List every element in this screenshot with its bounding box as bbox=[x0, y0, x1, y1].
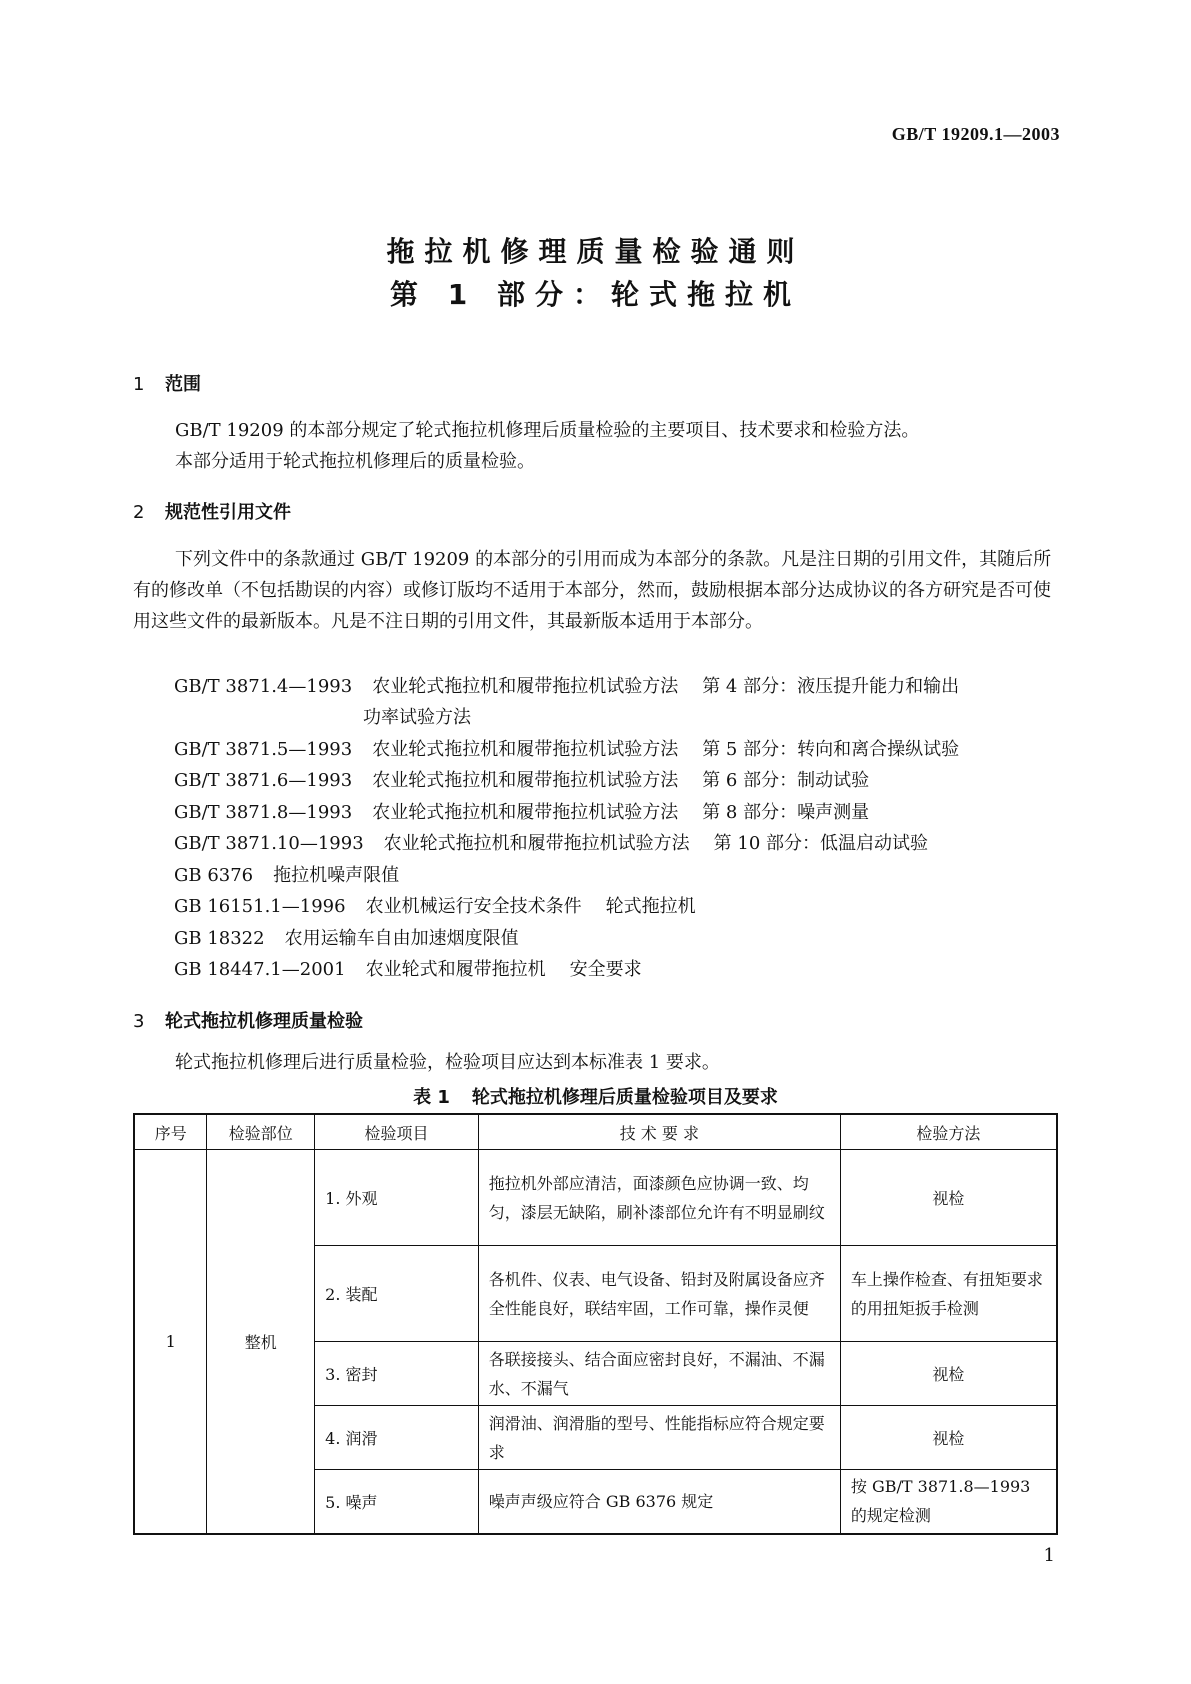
document-title: 拖拉机修理质量检验通则 bbox=[386, 235, 805, 268]
item-cell: 2. 装配 bbox=[315, 1246, 479, 1342]
reference-code: GB 18447.1—2001 bbox=[174, 959, 346, 980]
reference-item bbox=[174, 892, 696, 918]
requirement-cell: 各联接接头、结合面应密封良好，不漏油、不漏水、不漏气 bbox=[478, 1342, 840, 1406]
table-caption bbox=[0, 1083, 1191, 1109]
table-caption-title: 轮式拖拉机修理后质量检验项目及要求 bbox=[471, 1087, 778, 1108]
section-1-heading bbox=[133, 370, 201, 396]
requirement-cell: 拖拉机外部应清洁，面漆颜色应协调一致、均匀，漆层无缺陷，刷补漆部位允许有不明显刷纹 bbox=[478, 1150, 840, 1246]
reference-code: GB/T 3871.8—1993 bbox=[174, 802, 353, 823]
method-cell: 车上操作检查、有扭矩要求的用扭矩扳手检测 bbox=[840, 1246, 1057, 1342]
reference-title: 农业轮式拖拉机和履带拖拉机试验方法 bbox=[372, 770, 679, 791]
section-3-paragraph: 轮式拖拉机修理后进行质量检验，检验项目应达到本标准表 1 要求。 bbox=[175, 1052, 720, 1073]
method-cell: 视检 bbox=[840, 1342, 1057, 1406]
reference-code: GB/T 3871.5—1993 bbox=[174, 739, 353, 760]
reference-title: 农业机械运行安全技术条件 bbox=[365, 896, 582, 917]
page-number: 1 bbox=[1043, 1545, 1055, 1566]
standard-code: GB/T 19209.1—2003 bbox=[891, 124, 1060, 144]
column-header: 序号 bbox=[134, 1114, 207, 1150]
document-subtitle: 第 1 部分：轮式拖拉机 bbox=[390, 278, 801, 311]
part-cell: 整机 bbox=[207, 1150, 315, 1534]
reference-title: 农业轮式拖拉机和履带拖拉机试验方法 bbox=[383, 833, 690, 854]
reference-part: 第 10 部分：低温启动试验 bbox=[713, 833, 929, 854]
seq-cell: 1 bbox=[134, 1150, 207, 1534]
reference-title: 农业轮式拖拉机和履带拖拉机试验方法 bbox=[372, 739, 679, 760]
table-caption-label: 表 1 bbox=[413, 1087, 450, 1108]
requirement-cell: 润滑油、润滑脂的型号、性能指标应符合规定要求 bbox=[478, 1406, 840, 1470]
table-row bbox=[134, 1150, 1057, 1246]
reference-title: 农业轮式和履带拖拉机 bbox=[365, 959, 546, 980]
item-cell: 1. 外观 bbox=[315, 1150, 479, 1246]
reference-item bbox=[174, 766, 869, 792]
reference-part: 第 5 部分：转向和离合操纵试验 bbox=[702, 739, 960, 760]
reference-item bbox=[174, 735, 959, 761]
column-header: 技 术 要 求 bbox=[478, 1114, 840, 1150]
section-number: 3 bbox=[133, 1011, 145, 1032]
method-cell: 视检 bbox=[840, 1150, 1057, 1246]
reference-part: 第 6 部分：制动试验 bbox=[702, 770, 870, 791]
column-header: 检验项目 bbox=[315, 1114, 479, 1150]
inspection-table bbox=[133, 1113, 1058, 1535]
section-title: 规范性引用文件 bbox=[165, 502, 291, 523]
reference-part: 第 8 部分：噪声测量 bbox=[702, 802, 870, 823]
reference-item bbox=[174, 798, 869, 824]
reference-part: 安全要求 bbox=[569, 959, 642, 980]
reference-code: GB/T 3871.10—1993 bbox=[174, 833, 364, 854]
reference-title: 农业轮式拖拉机和履带拖拉机试验方法 bbox=[372, 676, 679, 697]
reference-item bbox=[174, 672, 959, 698]
reference-code: GB/T 3871.6—1993 bbox=[174, 770, 353, 791]
reference-part: 第 4 部分：液压提升能力和输出 bbox=[702, 676, 960, 697]
section-1-paragraph-2: 本部分适用于轮式拖拉机修理后的质量检验。 bbox=[175, 451, 535, 472]
section-1-paragraph-1: GB/T 19209 的本部分规定了轮式拖拉机修理后质量检验的主要项目、技术要求和检验方法。 bbox=[175, 420, 920, 441]
section-number: 2 bbox=[133, 502, 145, 523]
section-2-paragraph: 下列文件中的条款通过 GB/T 19209 的本部分的引用而成为本部分的条款。凡是注日期的引用文件，其随后所有的修改单（不包括勘误的内容）或修订版均不适用于本部分，然而，鼓励根据本部分达成协议的各方研究是否可使用这些文件的最新版本。凡是不注日期的引用文件，其最新版本适用于本部分。 bbox=[133, 549, 1052, 632]
table-header-row bbox=[134, 1114, 1057, 1150]
reference-part: 轮式拖拉机 bbox=[605, 896, 696, 917]
column-header: 检验方法 bbox=[840, 1114, 1057, 1150]
section-number: 1 bbox=[133, 374, 145, 395]
method-cell: 按 GB/T 3871.8—1993 的规定检测 bbox=[840, 1470, 1057, 1534]
section-3-heading bbox=[133, 1007, 363, 1033]
reference-item bbox=[174, 955, 642, 981]
reference-title: 农用运输车自由加速烟度限值 bbox=[284, 928, 519, 949]
reference-item bbox=[174, 861, 399, 887]
reference-title: 农业轮式拖拉机和履带拖拉机试验方法 bbox=[372, 802, 679, 823]
method-cell: 视检 bbox=[840, 1406, 1057, 1470]
column-header: 检验部位 bbox=[207, 1114, 315, 1150]
item-cell: 5. 噪声 bbox=[315, 1470, 479, 1534]
reference-item-continuation: 功率试验方法 bbox=[363, 707, 471, 728]
reference-code: GB 18322 bbox=[174, 928, 265, 949]
section-title: 范围 bbox=[165, 374, 201, 395]
item-cell: 4. 润滑 bbox=[315, 1406, 479, 1470]
item-cell: 3. 密封 bbox=[315, 1342, 479, 1406]
reference-item bbox=[174, 829, 928, 855]
reference-code: GB 6376 bbox=[174, 865, 254, 886]
requirement-cell: 各机件、仪表、电气设备、铅封及附属设备应齐全性能良好，联结牢固，工作可靠，操作灵便 bbox=[478, 1246, 840, 1342]
requirement-cell: 噪声声级应符合 GB 6376 规定 bbox=[478, 1470, 840, 1534]
section-title: 轮式拖拉机修理质量检验 bbox=[165, 1011, 363, 1032]
section-2-heading bbox=[133, 498, 291, 524]
reference-code: GB/T 3871.4—1993 bbox=[174, 676, 353, 697]
reference-item bbox=[174, 924, 519, 950]
reference-title: 拖拉机噪声限值 bbox=[273, 865, 400, 886]
reference-code: GB 16151.1—1996 bbox=[174, 896, 346, 917]
